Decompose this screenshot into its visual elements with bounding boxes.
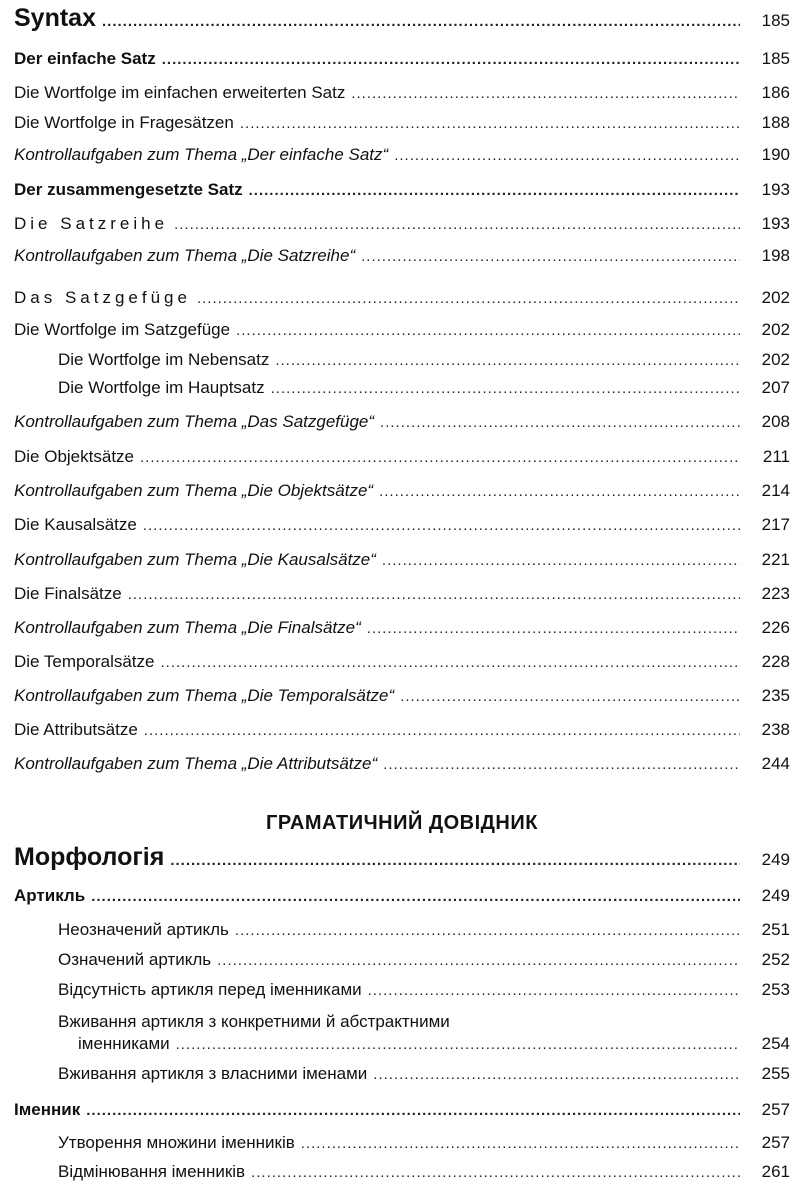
dot-leader <box>91 888 740 905</box>
section-heading: ГРАМАТИЧНИЙ ДОВІДНИК <box>266 812 538 834</box>
toc-entry-label: Kontrollaufgaben zum Thema „Die Objektsätze“ <box>14 481 374 500</box>
toc-entry-page: 190 <box>761 145 790 164</box>
toc-entry-label: Die Kausalsätze <box>14 515 137 534</box>
toc-entry-label: Die Wortfolge im einfachen erweiterten Satz <box>14 83 346 102</box>
toc-entry-satzreihe[interactable] <box>14 214 790 244</box>
toc-entry-page: 188 <box>761 113 790 132</box>
toc-subentry[interactable] <box>58 378 790 408</box>
toc-entry-label: Die Objektsätze <box>14 447 134 466</box>
dot-leader <box>271 380 740 397</box>
toc-entry-label: Der einfache Satz <box>14 49 156 68</box>
toc-entry-kontroll[interactable] <box>14 550 790 580</box>
toc-entry[interactable] <box>14 113 790 143</box>
toc-entry[interactable] <box>14 320 790 350</box>
toc-entry-page: 214 <box>761 481 790 500</box>
toc-subentry[interactable] <box>58 350 790 380</box>
toc-entry-label: Іменник <box>14 1100 81 1119</box>
toc-entry-label: Die Wortfolge in Fragesätzen <box>14 113 234 132</box>
toc-entry[interactable] <box>14 584 790 614</box>
toc-subentry[interactable] <box>58 1064 790 1094</box>
toc-entry-kontroll[interactable] <box>14 246 790 276</box>
toc-entry-label: Відмінювання іменників <box>58 1162 246 1181</box>
dot-leader <box>373 1066 740 1083</box>
toc-entry-label: Артикль <box>14 886 86 905</box>
toc-entry-page: 238 <box>761 720 790 739</box>
dot-leader <box>236 322 740 339</box>
toc-entry[interactable] <box>14 720 790 750</box>
toc-entry-label: Die Finalsätze <box>14 584 122 603</box>
dot-leader <box>174 216 740 233</box>
dot-leader <box>301 1135 740 1152</box>
dot-leader <box>361 248 740 265</box>
toc-entry-page: 202 <box>761 320 790 339</box>
toc-entry-page: 257 <box>761 1100 790 1119</box>
dot-leader <box>162 51 740 68</box>
dot-leader <box>251 1164 740 1181</box>
toc-subentry[interactable] <box>58 920 790 950</box>
dot-leader <box>217 952 740 969</box>
toc-entry-label: іменниками <box>78 1034 170 1053</box>
toc-entry-page: 202 <box>761 350 790 369</box>
dot-leader <box>143 517 740 534</box>
toc-entry-page: 193 <box>761 214 790 233</box>
toc-entry[interactable] <box>14 83 790 113</box>
dot-leader <box>128 586 740 603</box>
toc-entry-page: 253 <box>761 980 790 999</box>
toc-entry-zusammengesetzte-satz[interactable] <box>14 180 790 210</box>
toc-entry-page: 255 <box>761 1064 790 1083</box>
toc-entry-page: 198 <box>761 246 790 265</box>
toc-subentry[interactable] <box>78 1034 790 1064</box>
toc-entry-label: Kontrollaufgaben zum Thema „Die Attributsätze“ <box>14 754 378 773</box>
toc-entry-page: 261 <box>761 1162 790 1181</box>
dot-leader <box>144 722 740 739</box>
toc-entry[interactable] <box>14 652 790 682</box>
toc-entry-kontroll[interactable] <box>14 145 790 175</box>
toc-subentry[interactable] <box>58 1162 790 1192</box>
toc-entry-label: Утворення множини іменників <box>58 1133 295 1152</box>
toc-entry-page: 217 <box>761 515 790 534</box>
dot-leader <box>367 620 740 637</box>
toc-entry-page: 185 <box>761 11 790 30</box>
toc-entry-page: 226 <box>761 618 790 637</box>
dot-leader <box>379 483 740 500</box>
toc-entry-label: Відсутність артикля перед іменниками <box>58 980 362 999</box>
toc-entry-label: Означений артикль <box>58 950 212 969</box>
toc-subentry[interactable] <box>58 1133 790 1163</box>
dot-leader <box>102 13 740 30</box>
dot-leader <box>383 756 740 773</box>
dot-leader <box>368 982 740 999</box>
dot-leader <box>86 1102 740 1119</box>
dot-leader <box>197 290 740 307</box>
toc-entry-page: 221 <box>761 550 790 569</box>
toc-entry-label: Das Satzgefüge <box>14 288 191 307</box>
toc-entry-page: 252 <box>761 950 790 969</box>
dot-leader <box>249 182 740 199</box>
dot-leader <box>176 1036 740 1053</box>
toc-entry-label: Kontrollaufgaben zum Thema „Der einfache Satz“ <box>14 145 389 164</box>
toc-entry-satzgefuege[interactable] <box>14 288 790 318</box>
toc-entry-label: Морфологія <box>14 843 165 871</box>
toc-entry-label: Die Temporalsätze <box>14 652 155 671</box>
toc-entry-label: Kontrollaufgaben zum Thema „Die Finalsätze“ <box>14 618 361 637</box>
toc-entry-kontroll[interactable] <box>14 754 790 784</box>
toc-entry-kontroll[interactable] <box>14 618 790 648</box>
dot-leader <box>275 352 740 369</box>
dot-leader <box>170 852 740 869</box>
toc-entry-nomen[interactable] <box>14 1100 790 1130</box>
toc-entry-kontroll[interactable] <box>14 481 790 511</box>
toc-entry-page: 244 <box>761 754 790 773</box>
dot-leader <box>240 115 740 132</box>
toc-entry-label: Die Wortfolge im Hauptsatz <box>58 378 265 397</box>
toc-entry-page: 193 <box>761 180 790 199</box>
toc-entry-page: 254 <box>761 1034 790 1053</box>
toc-entry-label: Die Satzreihe <box>14 214 169 233</box>
dot-leader <box>382 552 740 569</box>
dot-leader <box>235 922 740 939</box>
dot-leader <box>380 414 740 431</box>
toc-entry-label: Kontrollaufgaben zum Thema „Die Satzreihe“ <box>14 246 356 265</box>
toc-entry-page: 249 <box>761 850 790 869</box>
toc-entry-page: 211 <box>762 447 790 466</box>
toc-entry-page: 223 <box>761 584 790 603</box>
toc-entry-label: Вживання артикля з власними іменами <box>58 1064 368 1083</box>
toc-entry-page: 251 <box>761 920 790 939</box>
toc-entry-page: 249 <box>761 886 790 905</box>
toc-subentry-line1: Вживання артикля з конкретними й абстрактними <box>58 1012 450 1031</box>
toc-entry-artikel[interactable] <box>14 886 790 916</box>
toc-entry-label: Die Attributsätze <box>14 720 138 739</box>
toc-entry-label: Kontrollaufgaben zum Thema „Das Satzgefüge“ <box>14 412 375 431</box>
toc-entry-page: 202 <box>761 288 790 307</box>
toc-entry-label: Kontrollaufgaben zum Thema „Die Kausalsätze“ <box>14 550 376 569</box>
toc-entry-page: 235 <box>761 686 790 705</box>
toc-entry[interactable] <box>14 515 790 545</box>
toc-entry-einfache-satz[interactable] <box>14 49 790 79</box>
toc-entry-label: Syntax <box>14 4 96 32</box>
toc-entry-label: Неозначений артикль <box>58 920 229 939</box>
toc-entry-label: Die Wortfolge im Satzgefüge <box>14 320 231 339</box>
toc-entry-page: 228 <box>761 652 790 671</box>
dot-leader <box>400 688 740 705</box>
dot-leader <box>160 654 740 671</box>
toc-entry-label: Die Wortfolge im Nebensatz <box>58 350 270 369</box>
toc-entry-page: 207 <box>761 378 790 397</box>
toc-subentry[interactable] <box>58 950 790 980</box>
toc-entry-kontroll[interactable] <box>14 412 790 442</box>
toc-entry-morphologie[interactable] <box>14 843 790 879</box>
toc-entry-page: 257 <box>761 1133 790 1152</box>
toc-entry-label: Kontrollaufgaben zum Thema „Die Temporalsätze“ <box>14 686 395 705</box>
toc-entry-kontroll[interactable] <box>14 686 790 716</box>
toc-entry-page: 185 <box>761 49 790 68</box>
toc-subentry[interactable] <box>58 980 790 1010</box>
toc-entry-label: Der zusammengesetzte Satz <box>14 180 243 199</box>
toc-entry-syntax[interactable] <box>14 4 790 40</box>
toc-entry[interactable] <box>14 447 790 477</box>
dot-leader <box>351 85 740 102</box>
dot-leader <box>140 449 740 466</box>
toc-entry-page: 186 <box>761 83 790 102</box>
toc-entry-page: 208 <box>761 412 790 431</box>
dot-leader <box>394 147 740 164</box>
